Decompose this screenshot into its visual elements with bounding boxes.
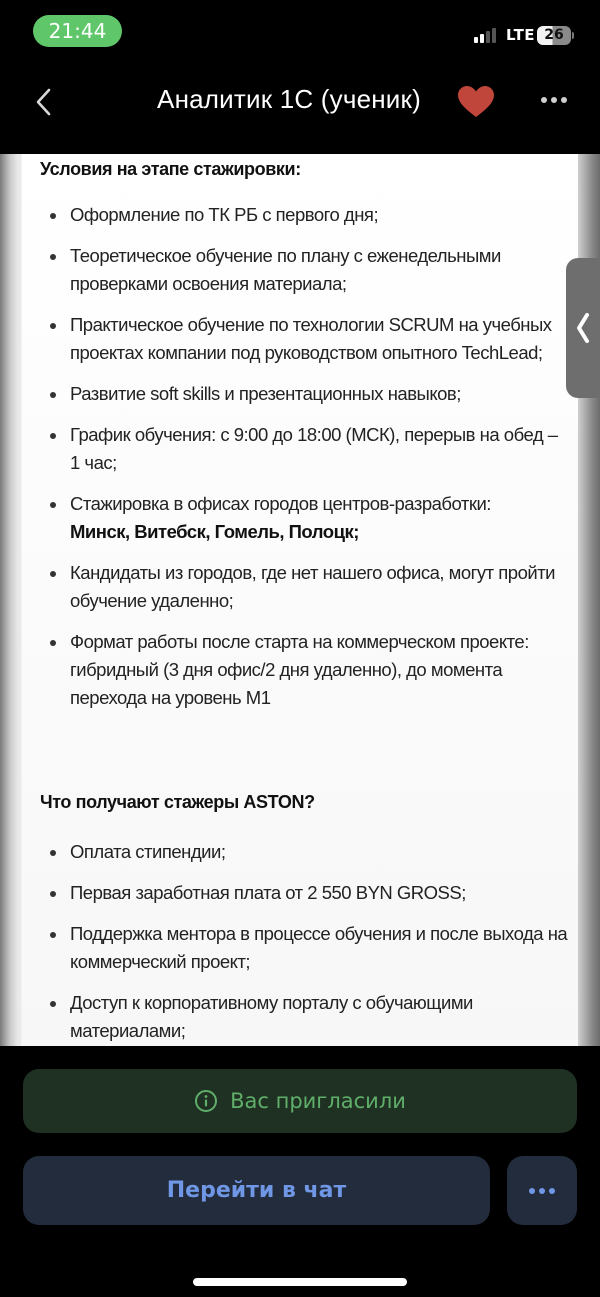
battery-tip — [572, 32, 574, 39]
list-item — [48, 879, 568, 907]
list-item-text: Оформление по ТК РБ с первого дня; — [70, 204, 379, 225]
page-title: Аналитик 1С (ученик) — [157, 84, 421, 114]
more-horizontal-icon — [541, 97, 547, 103]
heart-icon — [456, 84, 496, 120]
bottom-action-panel — [0, 1046, 600, 1297]
list-item — [48, 242, 568, 298]
vacancy-description-card — [22, 154, 578, 1046]
list-item-text: Теоретическое обучение по плану с еженедельными проверками освоения материала; — [70, 245, 501, 294]
favorite-button[interactable] — [456, 84, 496, 120]
vacancy-description-scroll[interactable] — [0, 154, 600, 1046]
more-actions-button[interactable] — [507, 1156, 577, 1225]
home-indicator[interactable] — [193, 1278, 407, 1286]
internship-conditions-list — [48, 201, 568, 725]
list-item-text: Оплата стипендии; — [70, 841, 226, 862]
list-item-text: Стажировка в офисах городов центров-разработки: — [70, 493, 491, 514]
list-item — [48, 311, 568, 367]
list-item-text: Кандидаты из городов, где нет нашего офиса, могут пройти обучение удаленно; — [70, 562, 556, 611]
list-item-text: Первая заработная плата от 2 550 BYN GROSS; — [70, 882, 466, 903]
network-type: LTE — [506, 26, 536, 44]
more-dot — [539, 1188, 545, 1194]
list-item-text: Практическое обучение по технологии SCRUM на учебных проектах компании под руководством опытного TechLead; — [70, 314, 552, 363]
list-item — [48, 490, 568, 546]
more-horizontal-icon — [529, 1188, 535, 1194]
list-item-text: Поддержка ментора в процессе обучения и после выхода на коммерческий проект; — [70, 923, 568, 972]
battery-icon: 26 — [537, 26, 571, 45]
list-item-text: Развитие soft skills и презентационных навыков; — [70, 383, 461, 404]
list-item-text: Доступ к корпоративному порталу с обучающими материалами; — [70, 992, 473, 1041]
list-item — [48, 201, 568, 229]
intern-benefits-list — [48, 838, 568, 1046]
status-bar — [0, 0, 600, 62]
section-title-intern-benefits: Что получают стажеры ASTON? — [40, 792, 315, 812]
list-item — [48, 989, 568, 1045]
signal-strength-icon — [474, 28, 496, 43]
status-time: 21:44 — [33, 15, 122, 47]
chevron-left-icon — [573, 308, 593, 348]
list-item-text: График обучения: с 9:00 до 18:00 (МСК), перерыв на обед – 1 час; — [70, 424, 558, 473]
more-dot — [549, 1188, 555, 1194]
list-item — [48, 559, 568, 615]
side-panel-handle[interactable] — [566, 258, 600, 398]
invited-status-banner — [23, 1069, 577, 1133]
office-cities-text: Минск, Витебск, Гомель, Полоцк; — [70, 521, 359, 542]
info-icon — [194, 1089, 218, 1113]
list-item — [48, 838, 568, 866]
list-item — [48, 421, 568, 477]
list-item — [48, 920, 568, 976]
navigation-bar — [0, 62, 600, 154]
list-item-text: Формат работы после старта на коммерческом проекте: гибридный (3 дня офис/2 дня удаленно), до момента перехода на уровень М1 — [70, 631, 529, 708]
list-item — [48, 380, 568, 408]
go-to-chat-button[interactable]: Перейти в чат — [23, 1156, 490, 1225]
more-options-button[interactable] — [538, 90, 570, 110]
section-title-internship-conditions: Условия на этапе стажировки: — [40, 159, 301, 179]
list-item — [48, 628, 568, 712]
invited-status-label: Вас пригласили — [230, 1089, 406, 1113]
more-dot — [561, 97, 567, 103]
more-dot — [551, 97, 557, 103]
